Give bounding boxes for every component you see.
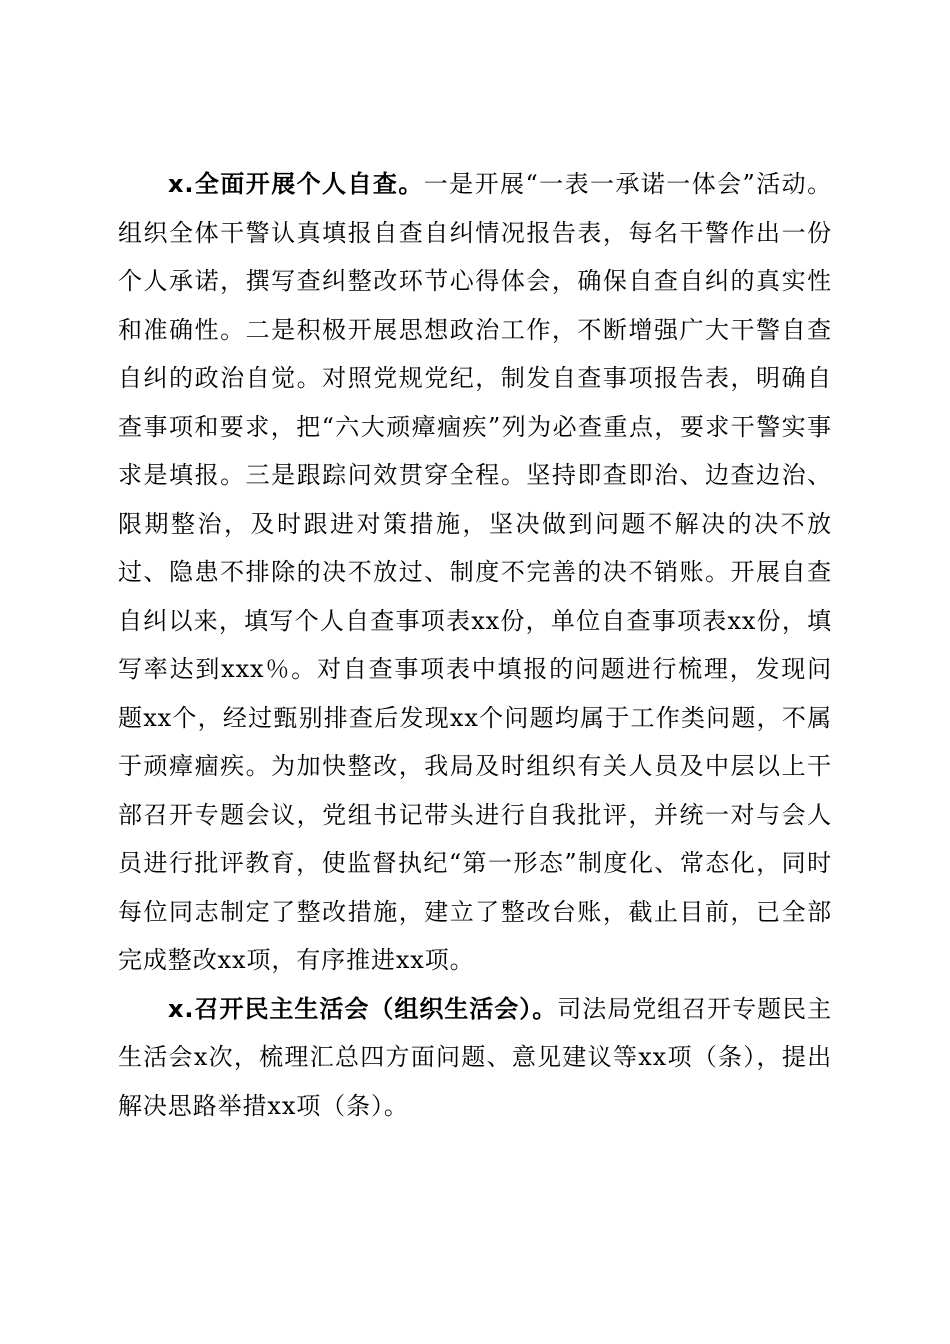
paragraph-democratic-meeting bbox=[118, 985, 832, 1131]
paragraph-heading: x.召开民主生活会（组织生活会）。 bbox=[168, 994, 558, 1023]
paragraph-self-inspection bbox=[118, 160, 832, 985]
paragraph-heading: x.全面开展个人自查。 bbox=[168, 170, 424, 198]
document-page bbox=[118, 160, 832, 1130]
paragraph-body: 司法局党组召开专题民主生活会x次，梳理汇总四方面问题、意见建议等xx项（条），提出解决思路举措xx项（条）。 bbox=[118, 994, 832, 1120]
paragraph-body: 一是开展“一表一承诺一体会”活动。组织全体干警认真填报自查自纠情况报告表，每名干警作出一份个人承诺，撰写查纠整改环节心得体会，确保自查自纠的真实性和准确性。二是积极开展思想政治工作，不断增强广大干警自查自纠的政治自觉。对照党规党纪，制发自查事项报告表，明确自查事项和要求，把“六大顽瘴痼疾”列为必查重点，要求干警实事求是填报。三是跟踪问效贯穿全程。坚持即查即治、边查边治、限期整治，及时跟进对策措施，坚决做到问题不解决的决不放过、隐患不排除的决不放过、制度不完善的决不销账。开展自查自纠以来，填写个人自查事项表xx份，单位自查事项表xx份，填写率达到xxx％。对自查事项表中填报的问题进行梳理，发现问题xx个，经过甄别排查后发现xx个问题均属于工作类问题，不属于顽瘴痼疾。为加快整改，我局及时组织有关人员及中层以上干部召开专题会议，党组书记带头进行自我批评，并统一对与会人员进行批评教育，使监督执纪“第一形态”制度化、常态化，同时每位同志制定了整改措施，建立了整改台账，截止目前，已全部完成整改xx项，有序推进xx项。 bbox=[118, 170, 832, 974]
